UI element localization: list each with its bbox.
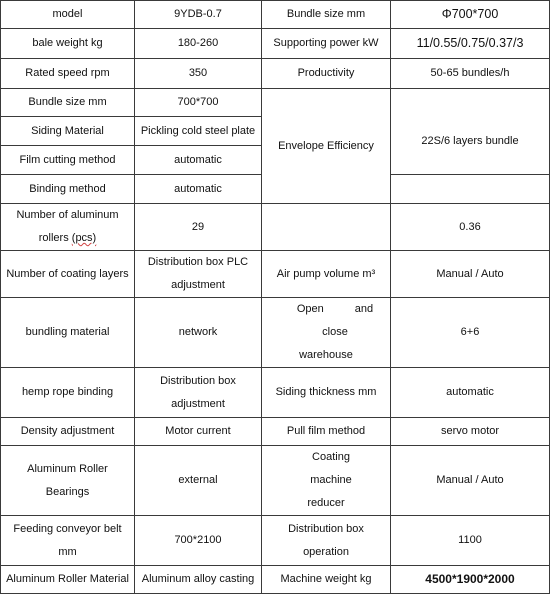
cell-pull-film-label: Pull film method	[262, 418, 391, 446]
cell-film-cutting-value: automatic	[135, 146, 262, 175]
cell-coating-layers-label: Number of coating layers	[1, 251, 135, 298]
cell-bundle-size-value: Φ700*700	[391, 1, 550, 29]
cell-supporting-power-label: Supporting power kW	[262, 29, 391, 59]
table-row	[1, 418, 550, 446]
cell-hemp-rope-value	[135, 368, 262, 418]
table-row	[1, 516, 550, 566]
cell-machine-weight-label: Machine weight kg	[262, 566, 391, 594]
cell-binding-method-value: automatic	[135, 175, 262, 204]
cell-productivity-value: 50-65 bundles/h	[391, 59, 550, 89]
cell-open-close-line2: warehouse	[299, 349, 353, 361]
cell-siding-thickness-value: automatic	[391, 368, 550, 418]
cell-feeding-conveyor-line2: mm	[58, 545, 77, 558]
cell-bale-weight-label: bale weight kg	[1, 29, 135, 59]
cell-open-close-word: Open and close	[296, 303, 374, 338]
table-row	[1, 89, 550, 117]
cell-aluminum-rollers-line2	[5, 227, 130, 250]
cell-roller-material-value: Aluminum alloy casting	[135, 566, 262, 594]
cell-open-close-label	[262, 298, 391, 368]
table-row	[1, 368, 550, 418]
table-row	[1, 59, 550, 89]
cell-bundling-material-label: bundling material	[1, 298, 135, 368]
cell-air-pump-label: Air pump volume m³	[262, 251, 391, 298]
cell-feeding-conveyor-value: 700*2100	[135, 516, 262, 566]
cell-roller-bearings-value: external	[135, 446, 262, 516]
cell-supporting-power-value: 11/0.55/0.75/0.37/3	[391, 29, 550, 59]
cell-aluminum-rollers-label	[1, 204, 135, 251]
table-row	[1, 446, 550, 516]
cell-coating-reducer-line1: Coating machine	[310, 451, 352, 486]
cell-pull-film-value: servo motor	[391, 418, 550, 446]
cell-aluminum-rollers-unit: (pcs)	[71, 232, 97, 244]
cell-coating-layers-line1: Distribution box PLC	[147, 256, 249, 268]
cell-model-label: model	[1, 1, 135, 29]
cell-productivity-label: Productivity	[262, 59, 391, 89]
cell-bundling-material-value: network	[135, 298, 262, 368]
cell-feeding-conveyor-label	[1, 516, 135, 566]
cell-distribution-box-value: 1100	[391, 516, 550, 566]
table-row	[1, 1, 550, 29]
cell-roller-bearings-label: Aluminum Roller Bearings	[1, 446, 135, 516]
cell-distribution-box-label: Distribution box operation	[262, 516, 391, 566]
cell-coating-reducer-value: Manual / Auto	[391, 446, 550, 516]
cell-feeding-conveyor-line1: Feeding conveyor belt	[13, 522, 122, 535]
cell-binding-method-label: Binding method	[1, 175, 135, 204]
cell-coating-layers-value	[135, 251, 262, 298]
table-row	[1, 251, 550, 298]
cell-rated-speed-value: 350	[135, 59, 262, 89]
cell-air-pump-value: Manual / Auto	[391, 251, 550, 298]
cell-coating-reducer-label	[262, 446, 391, 516]
cell-density-label: Density adjustment	[1, 418, 135, 446]
cell-envelope-efficiency-value: 22S/6 layers bundle	[391, 89, 550, 175]
cell-open-close-line1	[266, 298, 386, 344]
cell-aluminum-rollers-value: 29	[135, 204, 262, 251]
cell-blank	[262, 204, 391, 251]
cell-rated-speed-label: Rated speed rpm	[1, 59, 135, 89]
cell-aluminum-rollers-col4: 0.36	[391, 204, 550, 251]
cell-roller-material-label: Aluminum Roller Material	[1, 566, 135, 594]
cell-blank	[391, 175, 550, 204]
cell-hemp-rope-line1: Distribution box	[160, 374, 236, 387]
table-row	[1, 204, 550, 251]
table-row	[1, 566, 550, 594]
table-row	[1, 29, 550, 59]
cell-envelope-efficiency-label: Envelope Efficiency	[262, 89, 391, 204]
cell-siding-material-label: Siding Material	[1, 117, 135, 146]
cell-machine-weight-value: 4500*1900*2000	[391, 566, 550, 594]
cell-aluminum-rollers-line1: Number of aluminum	[16, 209, 119, 221]
cell-siding-material-value: Pickling cold steel plate	[135, 117, 262, 146]
cell-siding-thickness-label: Siding thickness mm	[262, 368, 391, 418]
cell-hemp-rope-line2: adjustment	[171, 397, 225, 410]
cell-aluminum-rollers-word: rollers	[38, 232, 69, 244]
cell-coating-layers-line2: adjustment	[171, 279, 225, 291]
cell-open-close-value: 6+6	[391, 298, 550, 368]
cell-bale-weight-value: 180-260	[135, 29, 262, 59]
cell-model-value: 9YDB-0.7	[135, 1, 262, 29]
cell-hemp-rope-label: hemp rope binding	[1, 368, 135, 418]
cell-bundle-size-2-label: Bundle size mm	[1, 89, 135, 117]
cell-film-cutting-label: Film cutting method	[1, 146, 135, 175]
cell-density-value: Motor current	[135, 418, 262, 446]
cell-coating-reducer-line2: reducer	[307, 497, 345, 509]
table-row	[1, 298, 550, 368]
cell-bundle-size-2-value: 700*700	[135, 89, 262, 117]
cell-bundle-size-label: Bundle size mm	[262, 1, 391, 29]
